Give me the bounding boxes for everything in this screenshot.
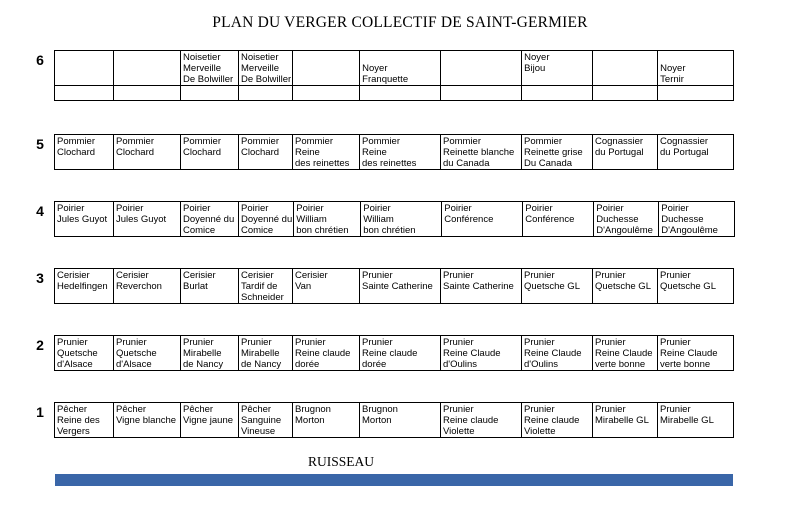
page-title: PLAN DU VERGER COLLECTIF DE SAINT-GERMIER bbox=[212, 14, 588, 31]
tree-cell-line: Conférence bbox=[525, 214, 575, 225]
tree-cell-line: Noisetier bbox=[183, 52, 221, 63]
tree-cell-line: Violette bbox=[443, 426, 475, 437]
tree-cell bbox=[658, 86, 734, 101]
tree-cell-line: Quetsche GL bbox=[595, 281, 651, 292]
tree-cell-line: verte bonne bbox=[595, 359, 646, 370]
tree-cell-line: Reinette grise bbox=[524, 147, 583, 158]
tree-cell-line: Merveille bbox=[241, 63, 280, 74]
tree-cell bbox=[239, 51, 293, 86]
tree-cell bbox=[522, 51, 593, 86]
tree-cell-line: Vineuse bbox=[241, 426, 276, 437]
tree-cell bbox=[114, 403, 181, 438]
tree-cell-line: dorée bbox=[295, 359, 320, 370]
tree-row bbox=[54, 268, 734, 304]
tree-cell-line: Quetsche GL bbox=[524, 281, 580, 292]
tree-cell-line: Reine Claude bbox=[524, 348, 582, 359]
tree-cell bbox=[239, 86, 293, 101]
tree-cell-line: Mirabelle GL bbox=[660, 415, 714, 426]
tree-cell bbox=[441, 135, 522, 170]
tree-cell-line: Mirabelle bbox=[241, 348, 280, 359]
tree-cell-line: Prunier bbox=[595, 404, 626, 415]
tree-cell-line: Franquette bbox=[362, 74, 409, 85]
tree-cell-line: Prunier bbox=[660, 270, 691, 281]
tree-row bbox=[54, 50, 734, 101]
tree-cell-line: Mirabelle GL bbox=[595, 415, 649, 426]
tree-cell bbox=[659, 202, 735, 237]
tree-cell-line: Prunier bbox=[362, 337, 393, 348]
tree-cell-line: Reverchon bbox=[116, 281, 162, 292]
tree-cell-line: Noisetier bbox=[241, 52, 279, 63]
tree-cell bbox=[360, 269, 441, 304]
tree-row bbox=[54, 402, 734, 438]
tree-cell-line: Quetsche bbox=[116, 348, 157, 359]
tree-cell-line: Duchesse bbox=[596, 214, 639, 225]
tree-cell bbox=[361, 202, 442, 237]
tree-row bbox=[54, 134, 734, 170]
tree-cell-line: Clochard bbox=[183, 147, 222, 158]
tree-cell-line: Prunier bbox=[524, 270, 555, 281]
tree-cell-line: Reine claude bbox=[295, 348, 351, 359]
tree-cell bbox=[522, 135, 593, 170]
tree-cell-line bbox=[362, 52, 439, 63]
tree-cell-line: Pêcher bbox=[183, 404, 214, 415]
tree-cell-line: Brugnon bbox=[295, 404, 331, 415]
tree-cell bbox=[360, 51, 441, 86]
tree-cell-line: Clochard bbox=[57, 147, 96, 158]
tree-cell bbox=[658, 51, 734, 86]
tree-cell-line: D'Angoulême bbox=[596, 225, 653, 236]
tree-cell-line: Prunier bbox=[57, 337, 88, 348]
tree-cell bbox=[239, 269, 293, 304]
tree-cell bbox=[55, 51, 114, 86]
tree-cell-line: Prunier bbox=[443, 337, 474, 348]
tree-cell-line: Pêcher bbox=[116, 404, 147, 415]
tree-cell bbox=[55, 336, 114, 371]
tree-cell-line: Poirier bbox=[444, 203, 472, 214]
tree-cell bbox=[593, 403, 658, 438]
tree-cell bbox=[181, 202, 239, 237]
tree-cell-line: Jules Guyot bbox=[57, 214, 108, 225]
tree-cell-line: Pêcher bbox=[241, 404, 272, 415]
tree-cell-line: des reinettes bbox=[295, 158, 350, 169]
tree-cell-line: Cognassier bbox=[660, 136, 709, 147]
tree-cell bbox=[441, 269, 522, 304]
tree-cell bbox=[593, 336, 658, 371]
tree-cell-line: bon chrétien bbox=[296, 225, 349, 236]
tree-cell bbox=[294, 202, 361, 237]
tree-cell-line: Clochard bbox=[241, 147, 280, 158]
tree-cell-line: Clochard bbox=[116, 147, 155, 158]
tree-cell-line: Duchesse bbox=[661, 214, 704, 225]
tree-cell bbox=[293, 51, 360, 86]
tree-cell bbox=[522, 336, 593, 371]
tree-cell bbox=[593, 135, 658, 170]
tree-cell bbox=[593, 86, 658, 101]
tree-cell-line: Morton bbox=[362, 415, 392, 426]
tree-cell-line: Conférence bbox=[444, 214, 494, 225]
tree-cell-line: Van bbox=[295, 281, 312, 292]
tree-cell-line: bon chrétien bbox=[363, 225, 416, 236]
tree-cell bbox=[181, 269, 239, 304]
tree-cell-line: Mirabelle bbox=[183, 348, 222, 359]
tree-cell-line: De Bolwiller bbox=[241, 74, 292, 85]
tree-cell bbox=[658, 336, 734, 371]
tree-cell bbox=[239, 135, 293, 170]
tree-cell bbox=[181, 336, 239, 371]
row-number: 6 bbox=[36, 52, 44, 68]
tree-cell-line: du Portugal bbox=[660, 147, 709, 158]
tree-cell-line: Cerisier bbox=[57, 270, 90, 281]
tree-cell-line: Tardif de bbox=[241, 281, 278, 292]
tree-cell-line: Jules Guyot bbox=[116, 214, 167, 225]
tree-cell-line: Poirier bbox=[116, 203, 144, 214]
tree-cell bbox=[442, 202, 523, 237]
tree-cell-line: d'Alsace bbox=[57, 359, 93, 370]
tree-cell-line: Poirier bbox=[296, 203, 324, 214]
tree-cell-line: verte bonne bbox=[660, 359, 711, 370]
tree-cell bbox=[522, 269, 593, 304]
tree-cell-line: Pommier bbox=[116, 136, 155, 147]
tree-cell bbox=[522, 403, 593, 438]
tree-cell bbox=[658, 269, 734, 304]
tree-cell bbox=[658, 403, 734, 438]
tree-cell-line: Sanguine bbox=[241, 415, 282, 426]
tree-cell-line: Poirier bbox=[363, 203, 391, 214]
tree-cell-line: Noyer bbox=[660, 63, 686, 74]
tree-cell-line: Prunier bbox=[524, 404, 555, 415]
tree-cell bbox=[181, 86, 239, 101]
tree-cell bbox=[55, 403, 114, 438]
tree-cell bbox=[239, 403, 293, 438]
tree-cell-line: Prunier bbox=[295, 337, 326, 348]
tree-cell bbox=[239, 336, 293, 371]
tree-cell-line: de Nancy bbox=[241, 359, 282, 370]
tree-cell-line: Prunier bbox=[660, 404, 691, 415]
tree-cell-line: Schneider bbox=[241, 292, 284, 303]
tree-cell bbox=[114, 51, 181, 86]
tree-cell bbox=[293, 269, 360, 304]
tree-cell bbox=[55, 135, 114, 170]
tree-cell-line: Prunier bbox=[362, 270, 393, 281]
tree-cell bbox=[181, 403, 239, 438]
tree-cell-line: Prunier bbox=[595, 270, 626, 281]
tree-cell-line: Quetsche GL bbox=[660, 281, 716, 292]
tree-cell-line: Doyenné du bbox=[183, 214, 235, 225]
tree-cell-line: du Canada bbox=[443, 158, 490, 169]
tree-cell-line: Sainte Catherine bbox=[443, 281, 514, 292]
tree-cell-line: Prunier bbox=[241, 337, 272, 348]
tree-cell bbox=[360, 86, 441, 101]
tree-cell bbox=[55, 269, 114, 304]
tree-cell bbox=[593, 269, 658, 304]
tree-cell-line: William bbox=[296, 214, 327, 225]
tree-cell-line: des reinettes bbox=[362, 158, 417, 169]
tree-cell-line: Pommier bbox=[443, 136, 482, 147]
tree-cell-line: Cognassier bbox=[595, 136, 644, 147]
tree-cell bbox=[441, 86, 522, 101]
tree-cell bbox=[293, 135, 360, 170]
row-number: 3 bbox=[36, 270, 44, 286]
tree-cell-line: Vigne blanche bbox=[116, 415, 177, 426]
tree-cell bbox=[293, 336, 360, 371]
tree-cell-line: d'Oulins bbox=[524, 359, 559, 370]
tree-cell-line: Prunier bbox=[443, 270, 474, 281]
tree-cell-line: Poirier bbox=[661, 203, 689, 214]
tree-cell bbox=[658, 135, 734, 170]
tree-cell-line: Noyer bbox=[524, 52, 550, 63]
tree-cell bbox=[55, 202, 114, 237]
tree-cell-line: Doyenné du bbox=[241, 214, 293, 225]
tree-cell-line: Prunier bbox=[443, 404, 474, 415]
tree-cell bbox=[114, 202, 181, 237]
tree-cell-line: de Nancy bbox=[183, 359, 224, 370]
row-number: 4 bbox=[36, 203, 44, 219]
row-number: 2 bbox=[36, 337, 44, 353]
tree-cell-line: Du Canada bbox=[524, 158, 573, 169]
tree-cell-line: Pommier bbox=[183, 136, 222, 147]
tree-cell-line: Cerisier bbox=[241, 270, 274, 281]
tree-cell-line: William bbox=[363, 214, 394, 225]
tree-cell-line: Hedelfingen bbox=[57, 281, 108, 292]
tree-cell-line: Pêcher bbox=[57, 404, 88, 415]
tree-cell-line: D'Angoulême bbox=[661, 225, 718, 236]
tree-cell bbox=[594, 202, 659, 237]
tree-cell-line: Violette bbox=[524, 426, 556, 437]
tree-cell bbox=[293, 86, 360, 101]
tree-cell-line bbox=[660, 52, 732, 63]
tree-cell-line: Prunier bbox=[660, 337, 691, 348]
river-band bbox=[55, 474, 733, 486]
tree-cell-line: Cerisier bbox=[116, 270, 149, 281]
tree-cell bbox=[239, 202, 294, 237]
tree-cell bbox=[360, 336, 441, 371]
tree-cell-line: Reine bbox=[362, 147, 387, 158]
tree-cell-line: Pommier bbox=[524, 136, 563, 147]
tree-cell-line: Pommier bbox=[295, 136, 334, 147]
row-number: 1 bbox=[36, 404, 44, 420]
tree-cell-line: Prunier bbox=[524, 337, 555, 348]
tree-cell-line: Reine claude bbox=[524, 415, 580, 426]
tree-cell bbox=[114, 135, 181, 170]
tree-cell-line: Prunier bbox=[116, 337, 147, 348]
tree-cell bbox=[593, 51, 658, 86]
tree-cell bbox=[181, 135, 239, 170]
tree-cell-line: Pommier bbox=[362, 136, 401, 147]
tree-cell bbox=[522, 86, 593, 101]
tree-cell-line: d'Oulins bbox=[443, 359, 478, 370]
tree-cell-line: De Bolwiller bbox=[183, 74, 234, 85]
tree-cell-line: d'Alsace bbox=[116, 359, 152, 370]
tree-row bbox=[54, 201, 735, 237]
tree-cell bbox=[360, 403, 441, 438]
tree-cell-line: Reine des bbox=[57, 415, 100, 426]
tree-cell-line: du Portugal bbox=[595, 147, 644, 158]
tree-cell bbox=[441, 336, 522, 371]
tree-cell-line: Pommier bbox=[241, 136, 280, 147]
tree-cell-line: Vergers bbox=[57, 426, 90, 437]
tree-cell-line: Morton bbox=[295, 415, 325, 426]
tree-cell-line: Reine claude bbox=[362, 348, 418, 359]
tree-cell bbox=[360, 135, 441, 170]
tree-cell-line: Bijou bbox=[524, 63, 546, 74]
tree-cell bbox=[523, 202, 594, 237]
tree-cell-line: dorée bbox=[362, 359, 387, 370]
tree-cell-line: Merveille bbox=[183, 63, 222, 74]
tree-cell-line: Comice bbox=[183, 225, 216, 236]
row-number: 5 bbox=[36, 136, 44, 152]
tree-cell-line: Noyer bbox=[362, 63, 388, 74]
tree-cell-line: Poirier bbox=[525, 203, 553, 214]
tree-cell-line: Reinette blanche bbox=[443, 147, 515, 158]
tree-cell-line: Reine Claude bbox=[595, 348, 653, 359]
tree-cell bbox=[114, 86, 181, 101]
tree-cell-line: Vigne jaune bbox=[183, 415, 234, 426]
tree-cell-line: Cerisier bbox=[183, 270, 216, 281]
tree-cell bbox=[293, 403, 360, 438]
tree-cell-line: Quetsche bbox=[57, 348, 98, 359]
tree-cell bbox=[441, 51, 522, 86]
tree-row bbox=[54, 335, 734, 371]
tree-cell-line: Prunier bbox=[183, 337, 214, 348]
tree-cell-line: Poirier bbox=[241, 203, 269, 214]
tree-cell-line: Poirier bbox=[596, 203, 624, 214]
tree-cell bbox=[114, 269, 181, 304]
tree-cell-line: Sainte Catherine bbox=[362, 281, 433, 292]
tree-cell-line: Reine claude bbox=[443, 415, 499, 426]
river-label: RUISSEAU bbox=[308, 454, 375, 469]
tree-cell-line: Reine bbox=[295, 147, 320, 158]
tree-cell-line: Poirier bbox=[183, 203, 211, 214]
tree-cell-line: Poirier bbox=[57, 203, 85, 214]
tree-cell-line: Comice bbox=[241, 225, 274, 236]
tree-cell bbox=[114, 336, 181, 371]
tree-cell-line: Pommier bbox=[57, 136, 96, 147]
tree-cell bbox=[55, 86, 114, 101]
tree-cell-line: Brugnon bbox=[362, 404, 398, 415]
tree-cell-line: Prunier bbox=[595, 337, 626, 348]
tree-cell bbox=[181, 51, 239, 86]
tree-cell-line: Reine Claude bbox=[443, 348, 501, 359]
tree-cell-line: Burlat bbox=[183, 281, 208, 292]
tree-cell-line: Ternir bbox=[660, 74, 684, 85]
tree-cell-line: Cerisier bbox=[295, 270, 328, 281]
tree-cell bbox=[441, 403, 522, 438]
tree-cell-line: Reine Claude bbox=[660, 348, 718, 359]
